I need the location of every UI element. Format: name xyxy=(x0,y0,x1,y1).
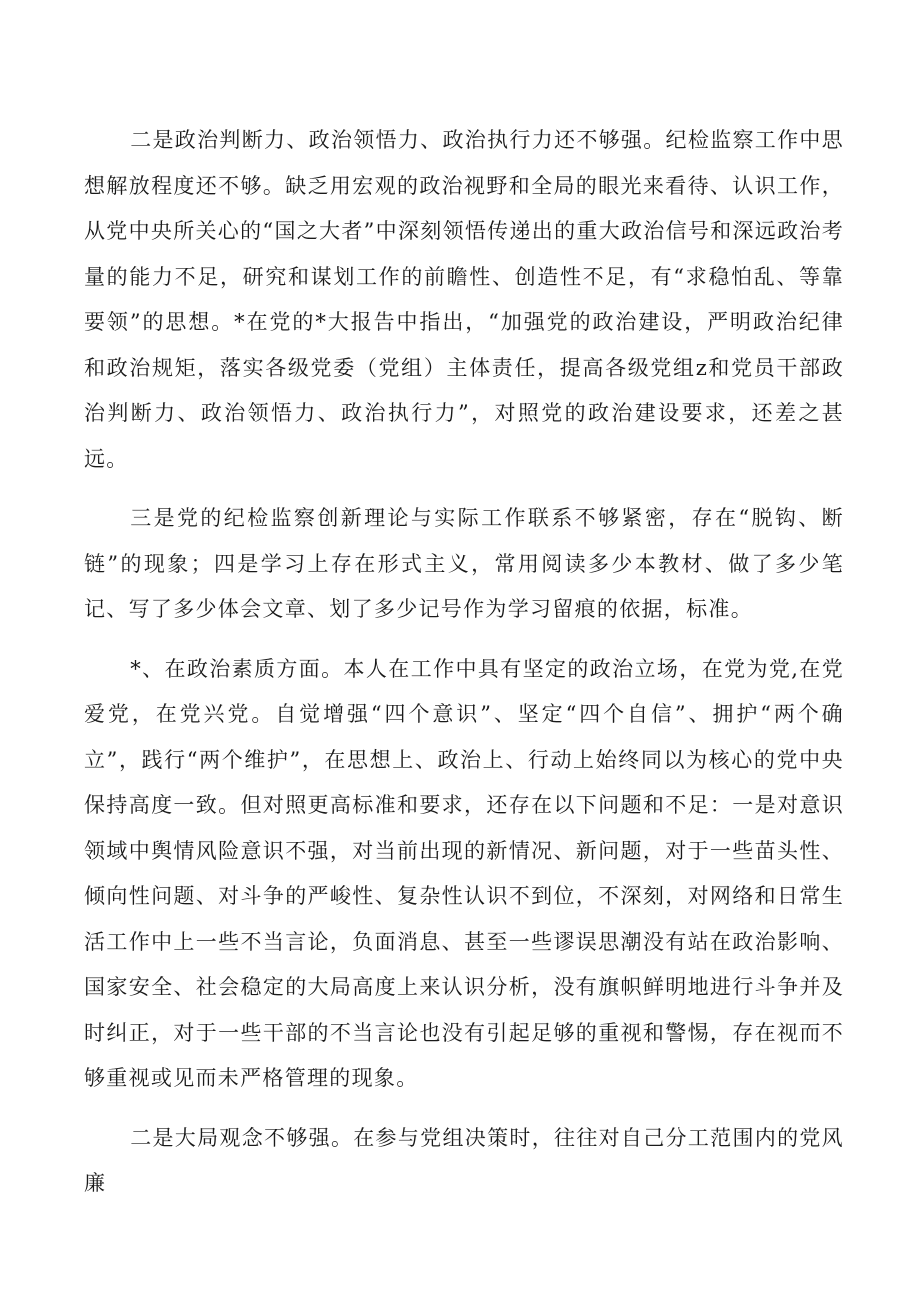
document-body xyxy=(84,118,844,1219)
paragraph-theory-practice: 三是党的纪检监察创新理论与实际工作联系不够紧密，存在“脱钩、断链”的现象；四是学习上存在形式主义，常用阅读多少本教材、做了多少笔记、写了多少体会文章、划了多少记号作为学习留痕的依据，标准。 xyxy=(84,506,844,621)
paragraph-political-quality: *、在政治素质方面。本人在工作中具有坚定的政治立场，在党为党,在党爱党，在党兴党。自觉增强“四个意识”、坚定“四个自信”、拥护“两个确立”，践行“两个维护”，在思想上、政治上、行动上始终同以为核心的党中央保持高度一致。但对照更高标准和要求，还存在以下问题和不足：一是对意识领域中舆情风险意识不强，对当前出现的新情况、新问题，对于一些苗头性、倾向性问题、对斗争的严峻性、复杂性认识不到位，不深刻，对网络和日常生活工作中上一些不当言论，负面消息、甚至一些谬误思潮没有站在政治影响、国家安全、社会稳定的大局高度上来认识分析，没有旗帜鲜明地进行斗争并及时纠正，对于一些干部的不当言论也没有引起足够的重视和警惕，存在视而不够重视或见而未严格管理的现象。 xyxy=(84,656,844,1090)
paragraph-political-judgment: 二是政治判断力、政治领悟力、政治执行力还不够强。纪检监察工作中思想解放程度还不够。缺乏用宏观的政治视野和全局的眼光来看待、认识工作，从党中央所关心的“国之大者”中深刻领悟传递出的重大政治信号和深远政治考量的能力不足，研究和谋划工作的前瞻性、创造性不足，有“求稳怕乱、等靠要领”的思想。*在党的*大报告中指出，“加强党的政治建设，严明政治纪律和政治规矩，落实各级党委（党组）主体责任，提高各级党组z和党员干部政治判断力、政治领悟力、政治执行力”，对照党的政治建设要求，还差之甚远。 xyxy=(84,128,844,471)
paragraph-overall-view: 二是大局观念不够强。在参与党组决策时，往往对自己分工范围内的党风廉 xyxy=(84,1125,844,1195)
